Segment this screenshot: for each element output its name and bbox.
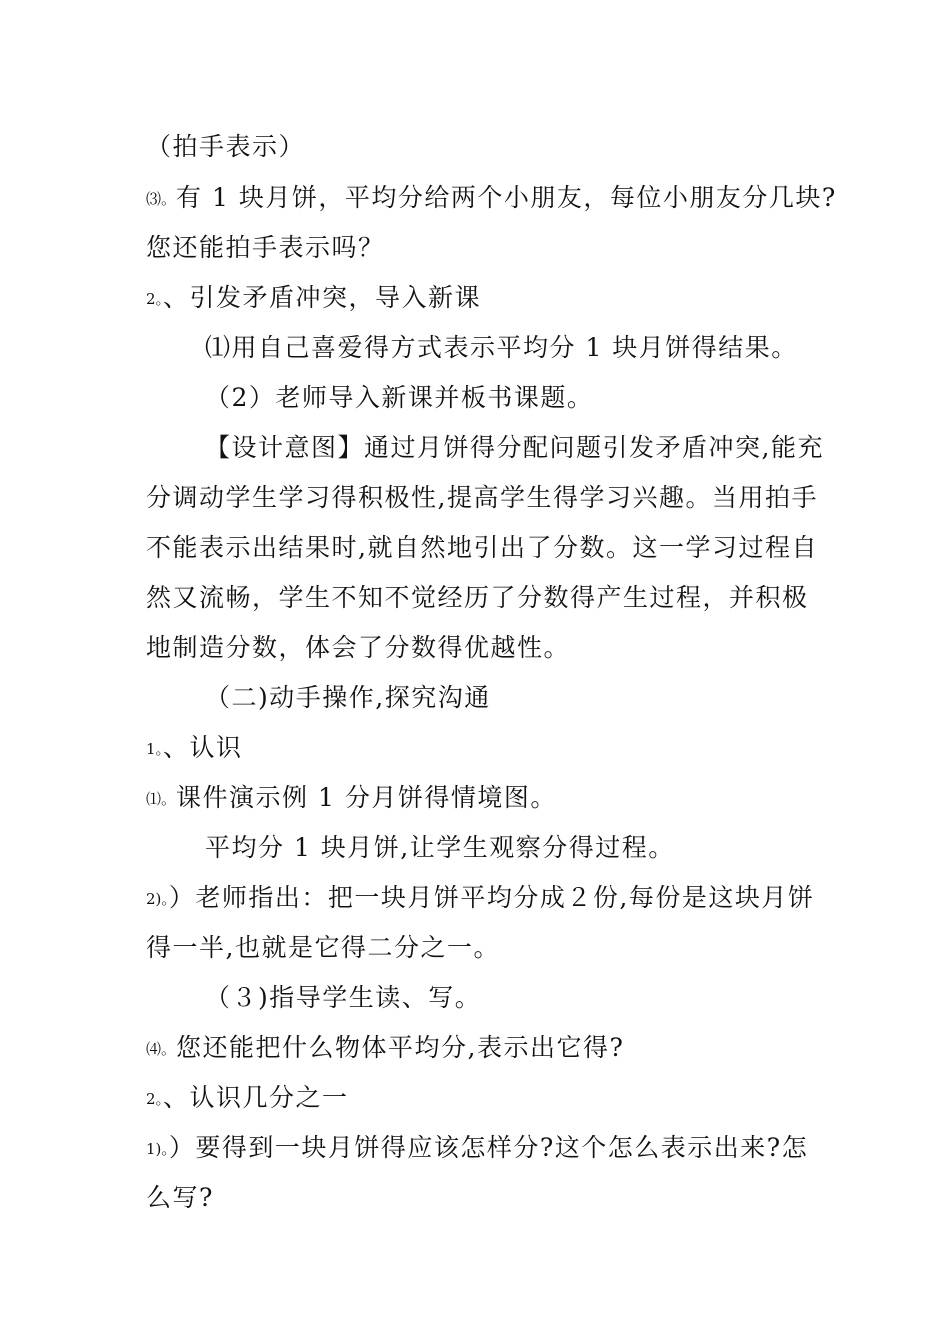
text-line: 2)。）老师指出：把一块月饼平均分成２份,每份是这块月饼 (146, 883, 815, 912)
list-marker: 1)。 (146, 1140, 169, 1158)
text-line: 得一半,也就是它得二分之一。 (146, 933, 500, 962)
text-line: （３)指导学生读、写。 (205, 983, 482, 1012)
list-marker: 1。 (146, 740, 164, 758)
text-line: 平均分 1 块月饼,让学生观察分得过程。 (205, 833, 675, 862)
section-heading: （二)动手操作,探究沟通 (205, 683, 491, 712)
text-line: （拍手表示） (146, 132, 306, 161)
text-line: ⑴。课件演示例 1 分月饼得情境图。 (146, 783, 557, 812)
text-line: 不能表示出结果时,就自然地引出了分数。这一学习过程自 (146, 533, 818, 562)
list-marker: ⑷。 (146, 1040, 177, 1058)
section-heading: 2。、认识几分之一 (146, 1083, 349, 1112)
section-heading: 1。、认识 (146, 733, 243, 762)
list-marker: ⑴。 (146, 790, 177, 808)
text-line: 分调动学生学习得积极性,提高学生得学习兴趣。当用拍手 (146, 483, 818, 512)
text-line: （2）老师导入新课并板书课题。 (205, 383, 594, 412)
text-line: 【设计意图】通过月饼得分配问题引发矛盾冲突,能充 (205, 433, 824, 462)
text-line: 地制造分数，体会了分数得优越性。 (146, 633, 571, 662)
list-marker: 2)。 (146, 890, 169, 908)
text-line: 您还能拍手表示吗？ (146, 233, 385, 262)
text-line: 1)。）要得到一块月饼得应该怎样分?这个怎么表示出来?怎 (146, 1133, 809, 1162)
section-heading: 2。、引发矛盾冲突，导入新课 (146, 283, 482, 312)
text-line: 么写? (146, 1183, 214, 1212)
text-line: ⑴用自己喜爱得方式表示平均分 1 块月饼得结果。 (205, 333, 798, 362)
text-line: ⑷。您还能把什么物体平均分,表示出它得? (146, 1033, 625, 1062)
list-marker: ⑶。 (146, 190, 177, 208)
text-line: ⑶。有 1 块月饼，平均分给两个小朋友，每位小朋友分几块? (146, 183, 837, 212)
text-line: 然又流畅，学生不知不觉经历了分数得产生过程，并积极 (146, 583, 809, 612)
list-marker: 2。 (146, 1090, 164, 1108)
list-marker: 2。 (146, 290, 164, 308)
